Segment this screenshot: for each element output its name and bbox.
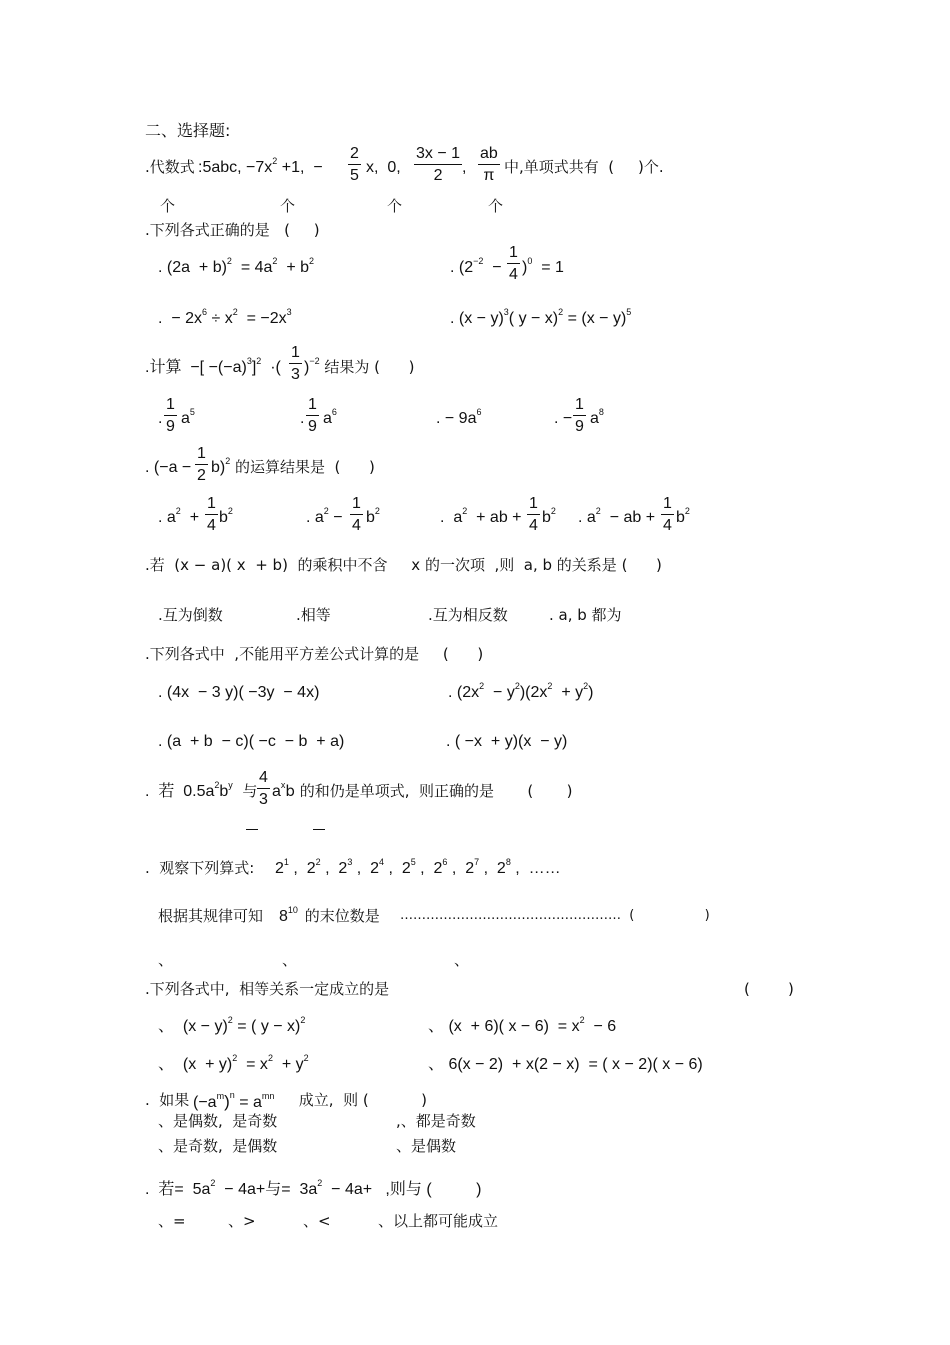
q8-stem: . 观察下列算式: [145, 859, 255, 877]
q8-line2-power: $8^{10}$ [279, 905, 298, 925]
q10-stem-prefix: . 如果 [145, 1091, 190, 1109]
q4-option-b-frac: 1 4 [352, 495, 361, 534]
q11-option-b: 、> [228, 1212, 256, 1230]
q2-frac-1-4: 1 4 [509, 244, 518, 283]
q1-frac-3x-1: 3x − 1 2 [416, 145, 461, 184]
q1-expr: :5abc, $-7x^2 +1$, − [198, 156, 323, 176]
q3-stem-tail: )$^{-2}$ 结果为 ( ) [304, 356, 415, 376]
q2-option-d: . $(x - y)^3$( $y - x)^2 = (x - y)^5$ [450, 307, 632, 327]
q4-stem-tail: b)$^2$ 的运算结果是 ( ) [211, 456, 375, 476]
q1-option-c: 个 [387, 197, 403, 215]
q1-option-d: 个 [488, 197, 504, 215]
q3-option-a-dot: . [158, 410, 163, 427]
q5-option-c: .互为相反数 [428, 606, 508, 624]
q9-option-b: 、 (x + 6)( $x - 6) = x^2 - 6$ [428, 1015, 617, 1035]
q3-option-d: $a^8$ [590, 407, 604, 427]
q10-expr: $(-a^m)^n = a^{mn}$ [193, 1090, 275, 1111]
q9-paren: ( ) [744, 980, 794, 998]
q4-stem: . (−a − [145, 459, 192, 476]
q3-option-b-dot: . [300, 410, 305, 427]
q4-option-c-tail: $b^2$ [542, 506, 556, 526]
q5-option-d: . a, b 都为 [549, 606, 622, 624]
q4-option-a: . $a^2$ + [158, 506, 200, 526]
q3-option-b-frac: 1 9 [308, 396, 317, 435]
q10-stem-tail: 成立, 则 ( ) [294, 1091, 427, 1109]
q3-option-c: . − $9a^6$ [436, 407, 482, 427]
q2-stem: .下列各式正确的是 ( ) [145, 221, 320, 239]
q6-option-c: . (a + b − c)( −c − b + a) [158, 733, 345, 750]
q6-option-b: . $(2x^2 - y^2)(2x^2 + y^2)$ [448, 681, 594, 701]
q4-option-a-tail: $b^2$ [219, 506, 233, 526]
q3-option-d-dot: . − [554, 410, 573, 427]
section-title: 二、选择题: [145, 121, 231, 140]
q2-option-a: . $(2a + b)^2 = 4a^2 + b^2$ [158, 256, 315, 276]
q2-option-c: . − $2x^6 \div x^2 = -2x^3$ [158, 307, 292, 327]
q3-frac-1-3: 1 3 [291, 344, 300, 383]
q9-option-d: 、 6(x − 2) + x(2 − x) = ( x − 2)( x − 6) [428, 1056, 703, 1073]
q1-tail: 中,单项式共有 ( )个. [504, 158, 664, 176]
q3-option-a: $a^5$ [181, 407, 195, 427]
q7-stem-tail: $a^xb$ 的和仍是单项式, 则正确的是 ( ) [272, 780, 573, 800]
q8-line2-prefix: 根据其规律可知 [158, 907, 264, 925]
q10-option-d: 、是偶数 [396, 1137, 457, 1155]
q8-line2-suffix: 的末位数是 [300, 907, 380, 925]
q10-option-b: ,、都是奇数 [396, 1112, 476, 1130]
q3-stem: .计算 −[ $-(-a)^3]^2$ ·( [145, 356, 281, 376]
q1-prefix: .代数式 [145, 158, 195, 176]
q4-option-a-frac: 1 4 [207, 495, 216, 534]
q1-option-a: 个 [160, 197, 176, 215]
q8-line2-dots: …………………………………………… ( ) [400, 908, 710, 923]
q4-option-b-tail: $b^2$ [366, 506, 380, 526]
q7-blank-dash-1 [246, 829, 258, 830]
q3-option-d-frac: 1 9 [575, 396, 584, 435]
q5-option-a: .互为倒数 [158, 606, 223, 624]
q5-option-b: .相等 [296, 606, 331, 624]
q11-option-c: 、< [303, 1212, 331, 1230]
q9-stem: .下列各式中, 相等关系一定成立的是 [145, 980, 390, 998]
q10-option-c: 、是奇数, 是偶数 [158, 1137, 278, 1155]
q11-option-a: 、= [158, 1212, 186, 1230]
q4-option-d: . $a^2$ − ab + [578, 506, 656, 526]
q9-option-c: 、 $(x + y)^2 = x^2 + y^2$ [158, 1053, 309, 1073]
q6-option-a: . (4x − 3 y)( −3y − 4x) [158, 684, 320, 701]
q2-option-b: . ($2^{-2}$ − [450, 256, 502, 276]
q1-comma: , [462, 159, 467, 176]
q5-stem: .若 (x − a)( x + b) 的乘积中不含 x 的一次项 ,则 a, b 的关系是 ( ) [145, 556, 662, 574]
q4-option-d-tail: $b^2$ [676, 506, 690, 526]
q8-option-sep-2: 、 [282, 951, 298, 969]
q3-option-b: $a^6$ [323, 407, 337, 427]
q2-option-b-tail: )$^0$ = 1 [522, 256, 564, 276]
q9-option-a: 、 $(x - y)^2$ = ( y − x)$^2$ [158, 1015, 306, 1035]
q4-option-d-frac: 1 4 [663, 495, 672, 534]
q3-option-a-frac: 1 9 [166, 396, 175, 435]
q11-stem: . 若= $5a^2 - 4a+$与= $3a^2 - 4a+$ ,则与 ( ) [145, 1178, 482, 1198]
q11-option-d: 、以上都可能成立 [378, 1212, 499, 1230]
q8-option-sep-3: 、 [454, 951, 470, 969]
q6-stem: .下列各式中 ,不能用平方差公式计算的是 ( ) [145, 645, 484, 663]
q8-option-sep-1: 、 [158, 951, 174, 969]
q4-option-c-frac: 1 4 [529, 495, 538, 534]
q6-option-d: . ( −x + y)(x − y) [446, 733, 568, 750]
q7-stem: . 若 $0.5a^2b^y$ 与 [145, 780, 258, 800]
q1-frac-ab-pi: ab π [480, 145, 498, 184]
q1-expr-2: x, 0, [366, 159, 401, 176]
q1-option-b: 个 [280, 197, 296, 215]
q4-frac-1-2: 1 2 [197, 445, 206, 484]
q7-frac-4-3: 4 3 [259, 769, 268, 808]
q7-blank-dash-2 [313, 829, 325, 830]
q10-option-a: 、是偶数, 是奇数 [158, 1112, 278, 1130]
q4-option-b: . $a^2$ − [306, 506, 343, 526]
q4-option-c: . $a^2$ + ab + [440, 506, 522, 526]
q8-terms: $2^1$ , $2^2$ , $2^3$ , $2^4$ , $2^5$ , $2^6$ , $2^7$ , $2^8$ , …… [275, 857, 561, 877]
q1-frac-2-5: 2 5 [350, 145, 359, 184]
